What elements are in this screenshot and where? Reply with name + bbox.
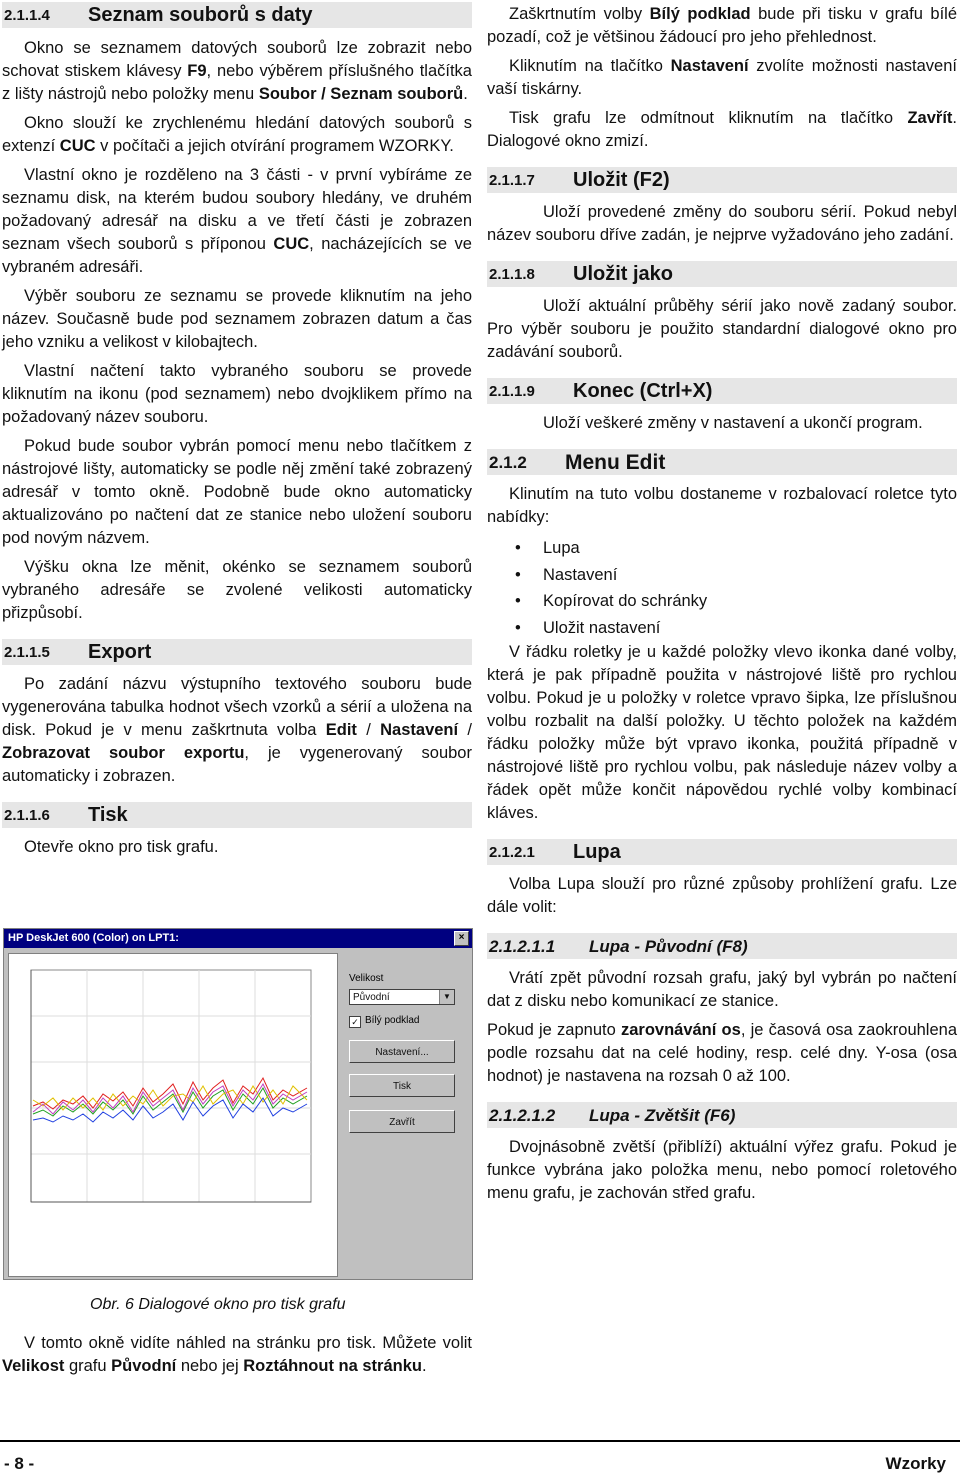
print-button[interactable]: Tisk — [349, 1074, 455, 1097]
settings-button[interactable]: Nastavení... — [349, 1040, 455, 1063]
paragraph: Kliknutím na tlačítko Nastavení zvolíte možnosti nastavení vaší tiskárny. — [487, 57, 957, 98]
section-title: Lupa - Původní (F8) — [589, 936, 748, 956]
left-column-tail — [2, 1332, 472, 1384]
paragraph: Okno slouží ke zrychlenému hledání datových souborů s extenzí CUC v počítači a jejich otvírání programem WZORKY. — [2, 114, 472, 155]
paragraph: Uloží provedené změny do souboru sérií. Pokud nebyl název souboru dříve zadán, je nejprve vyžadováno jeho zadání. — [487, 203, 957, 244]
menu-list — [487, 535, 957, 641]
paragraph: Výšku okna lze měnit, okénko se seznamem souborů vybraného adresáře se zvolené velikosti automaticky přizpůsobí. — [2, 558, 472, 622]
section-number: 2.1.1.6 — [4, 806, 50, 824]
paragraph: Tisk grafu lze odmítnout kliknutím na tlačítko Zavřít. Dialogové okno zmizí. — [487, 109, 957, 150]
right-column — [487, 0, 957, 1211]
close-icon[interactable]: × — [454, 931, 469, 946]
section-title: Uložit (F2) — [573, 168, 670, 191]
paragraph: Uloží veškeré změny v nastavení a ukončí program. — [543, 414, 923, 432]
list-item: • Nastavení — [515, 562, 957, 589]
paragraph: Pokud je zapnuto zarovnávání os, je časová osa zaokrouhlena podle rozsahu dat na celé hodiny, resp. celé dny. Y-osa (osa hodnot) je nastavena na rozsah 0 až 100. — [487, 1021, 958, 1085]
dialog-title: HP DeskJet 600 (Color) on LPT1: — [8, 932, 179, 944]
size-select-value: Původní — [353, 992, 390, 1003]
page-footer — [0, 1440, 960, 1480]
white-background-checkbox[interactable]: ✓ — [349, 1016, 361, 1028]
paragraph: Pokud bude soubor vybrán pomocí menu nebo tlačítkem z nástrojové lišty, automaticky se podle něj změní také zobrazený adresář v tomto okně. Podobně bude okno automaticky aktualizováno po načtení dat ze stanice nebo uložení souboru pod novým názvem. — [2, 437, 472, 547]
paragraph: Dvojnásobně zvětší (přiblíží) aktuální výřez grafu. Pokud je funkce vybrána jako položka menu, nebo pomocí roletového menu grafu, je zachován střed grafu. — [487, 1138, 957, 1202]
size-select[interactable] — [349, 989, 455, 1005]
section-title: Konec (Ctrl+X) — [573, 379, 713, 402]
section-number: 2.1.2.1 — [489, 843, 535, 861]
section-heading — [487, 839, 957, 865]
section-heading — [487, 167, 957, 193]
paragraph: V řádku roletky je u každé položky vlevo ikonka dané volby, která je pak případně použita v nástrojové liště pro rychlou volbu. Pokud je u položky v roletce vpravo šipka, lze příslušnou volbu rozbalit na další položky. U těchto položek na každém řádku položky může být vpravo ikonka, použitá případně v nástrojové liště pro rychlou volbu, pak následuje název volby a řádek opět může končit nápovědou rychlé volby kombinací kláves. — [487, 643, 957, 822]
white-background-label: Bílý podklad — [365, 1015, 420, 1026]
section-title: Uložit jako — [573, 262, 674, 285]
section-title: Tisk — [88, 803, 128, 826]
paragraph: Výběr souboru ze seznamu se provede kliknutím na jeho název. Současně bude pod seznamem zobrazen datum a čas jeho vzniku a velikost v kilobajtech. — [2, 287, 472, 351]
print-dialog — [3, 928, 473, 1280]
section-number: 2.1.1.8 — [489, 265, 535, 283]
footer-brand: Wzorky — [885, 1454, 946, 1473]
section-heading — [2, 2, 472, 28]
section-title: Seznam souborů s daty — [88, 3, 313, 26]
size-label: Velikost — [349, 973, 384, 984]
paragraph: Po zadání názvu výstupního textového souboru bude vygenerována tabulka hodnot všech vzorků a sérií a uložena na disk. Pokud je v menu zaškrtnuta volba Edit / Nastavení / Zobrazovat soubor exportu, je vygenerovaný soubor automaticky i zobrazen. — [2, 675, 472, 785]
section-number: 2.1.2.1.1 — [489, 936, 556, 956]
print-preview — [8, 953, 338, 1277]
section-heading — [487, 261, 957, 287]
chevron-down-icon[interactable]: ▼ — [439, 990, 454, 1004]
section-number: 2.1.1.9 — [489, 382, 535, 400]
paragraph: Otevře okno pro tisk grafu. — [24, 838, 219, 856]
figure-caption: Obr. 6 Dialogové okno pro tisk grafu — [90, 1296, 346, 1313]
paragraph: Volba Lupa slouží pro různé způsoby prohlížení grafu. Lze dále volit: — [487, 875, 957, 916]
paragraph: V tomto okně vidíte náhled na stránku pro tisk. Můžete volit Velikost grafu Původní nebo jej Roztáhnout na stránku. — [2, 1334, 472, 1375]
section-number: 2.1.2 — [489, 452, 527, 472]
section-heading — [2, 639, 472, 665]
paragraph: Vrátí zpět původní rozsah grafu, jaký byl vybrán po načtení dat z disku nebo komunikací ze stanice. — [487, 969, 957, 1010]
paragraph: Uloží aktuální průběhy sérií jako nově zadaný soubor. Pro výběr souboru je použito standardní dialogové okno pro zadávání souborů. — [487, 297, 957, 361]
left-column — [2, 0, 472, 865]
page-number: - 8 - — [4, 1454, 35, 1473]
paragraph: Okno se seznamem datových souborů lze zobrazit nebo schovat stiskem klávesy F9, nebo výběrem příslušného tlačítka z lišty nástrojů nebo položky menu Soubor / Seznam souborů. — [2, 39, 472, 103]
section-title: Menu Edit — [565, 450, 666, 474]
dialog-titlebar — [4, 929, 472, 948]
paragraph: Vlastní načtení takto vybraného souboru se provede kliknutím na ikonu (pod seznamem) nebo dvojklikem přímo na požadovaný název souboru. — [2, 362, 472, 426]
preview-graph — [9, 954, 337, 1276]
section-title: Lupa — [573, 840, 621, 863]
section-heading — [487, 378, 957, 404]
section-heading — [487, 933, 957, 959]
section-heading — [487, 449, 957, 475]
section-title: Export — [88, 640, 152, 663]
list-item: • Uložit nastavení — [515, 615, 957, 642]
list-item: • Kopírovat do schránky — [515, 588, 957, 615]
section-number: 2.1.1.5 — [4, 643, 50, 661]
section-number: 2.1.1.7 — [489, 171, 535, 189]
section-title: Lupa - Zvětšit (F6) — [589, 1105, 736, 1125]
section-number: 2.1.2.1.2 — [489, 1105, 556, 1125]
paragraph: Vlastní okno je rozděleno na 3 části - v první vybíráme ze seznamu disk, na kterém budou soubory hledány, ve druhém požadovaný adresář na disku a ve třetí části je zobrazen seznam všech souborů s příponou CUC, nacházejících se ve vybraném adresáři. — [2, 166, 472, 276]
section-number: 2.1.1.4 — [4, 6, 50, 24]
section-heading — [487, 1102, 957, 1128]
paragraph: Klinutím na tuto volbu dostaneme v rozbalovací roletce tyto nabídky: — [487, 485, 957, 526]
close-button[interactable]: Zavřít — [349, 1110, 455, 1133]
list-item: • Lupa — [515, 535, 957, 562]
section-heading — [2, 802, 472, 828]
paragraph: Zaškrtnutím volby Bílý podklad bude při tisku v grafu bílé pozadí, což je většinou žádoucí pro jeho přehlednost. — [487, 5, 957, 46]
